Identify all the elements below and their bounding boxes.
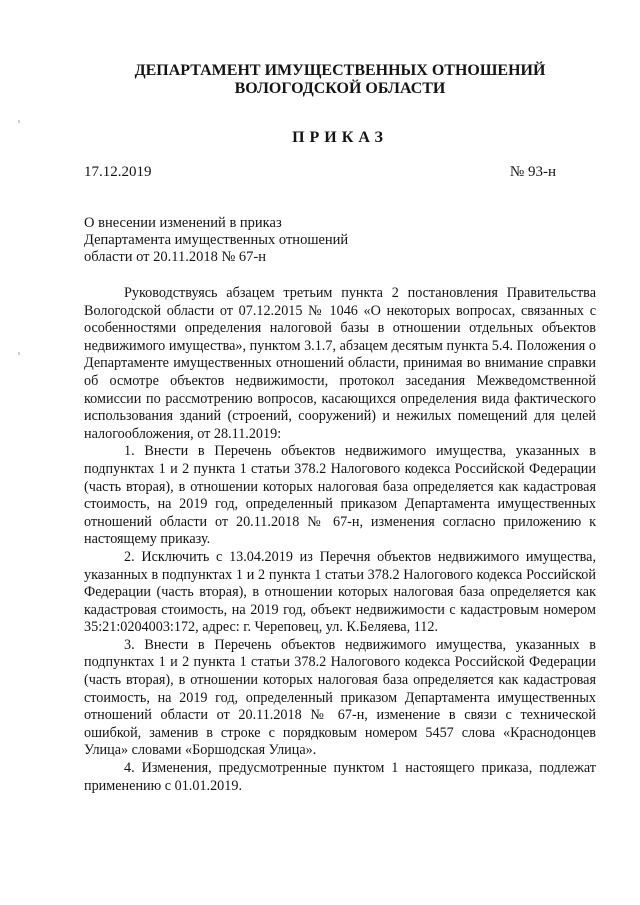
subject-line: О внесении изменений в приказ — [84, 215, 282, 231]
clause-paragraph: 1. Внести в Перечень объектов недвижимого имущества, указанных в подпунктах 1 и 2 пункта 1 статьи 378.2 Налогового кодекса Российской Федерации (часть вторая), в отношении которых налоговая база определяется как кадастровая стоимость, на 2019 год, определенный приказом Департамента имущественных отношений области от 20.11.2018 № 67-н, изменения согласно приложению к настоящему приказу. — [84, 443, 596, 548]
region-name: ВОЛОГОДСКОЙ ОБЛАСТИ — [234, 80, 446, 97]
order-subject — [84, 215, 348, 266]
department-header — [60, 62, 620, 98]
subject-line: области от 20.11.2018 № 67-н — [84, 249, 267, 265]
clause-paragraph: 2. Исключить с 13.04.2019 из Перечня объектов недвижимого имущества, указанных в подпунктах 1 и 2 пункта 1 статьи 378.2 Налогового кодекса Российской Федерации (часть вторая), в отношении которых налоговая база определяется как кадастровая стоимость, на 2019 год, объект недвижимости с кадастровым номером 35:21:0204003:172, адрес: г. Череповец, ул. К.Беляева, 112. — [84, 548, 596, 636]
order-number: № 93-н — [509, 164, 556, 180]
order-title: ПРИКАЗ — [292, 129, 388, 146]
order-date: 17.12.2019 — [84, 164, 152, 180]
scan-margin-mark — [18, 352, 20, 355]
clause-paragraph: 4. Изменения, предусмотренные пунктом 1 настоящего приказа, подлежат применению с 01.01.2019. — [84, 760, 596, 794]
order-body — [84, 285, 596, 795]
clause-paragraph: 3. Внести в Перечень объектов недвижимого имущества, указанных в подпунктах 1 и 2 пункта 1 статьи 378.2 Налогового кодекса Российской Федерации (часть вторая), в отношении которых налоговая база определяется как кадастровая стоимость, на 2019 год, определенный приказом Департамента имущественных отношений области от 20.11.2018 № 67-н, изменение в связи с технической ошибкой, заменив в строке с порядковым номером 5457 слова «Краснодонцев Улица» словами «Боршодская Улица». — [84, 636, 596, 759]
subject-line: Департамента имущественных отношений — [84, 232, 349, 248]
scan-margin-mark — [18, 120, 20, 123]
department-name: ДЕПАРТАМЕНТ ИМУЩЕСТВЕННЫХ ОТНОШЕНИЙ — [134, 62, 546, 79]
preamble-paragraph: Руководствуясь абзацем третьим пункта 2 постановления Правительства Вологодской области от 07.12.2015 № 1046 «О некоторых вопросах, связанных с особенностями определения налоговой базы в отношении отдельных объектов недвижимого имущества», пунктом 3.1.7, абзацем десятым пункта 5.4. Положения о Департаменте имущественных отношений области, принимая во внимание справки об осмотре объектов недвижимости, протокол заседания Межведомственной комиссии по рассмотрению вопросов, касающихся определения вида фактического использования зданий (строений, сооружений) и нежилых помещений для целей налогообложения, от 28.11.2019: — [84, 285, 596, 442]
